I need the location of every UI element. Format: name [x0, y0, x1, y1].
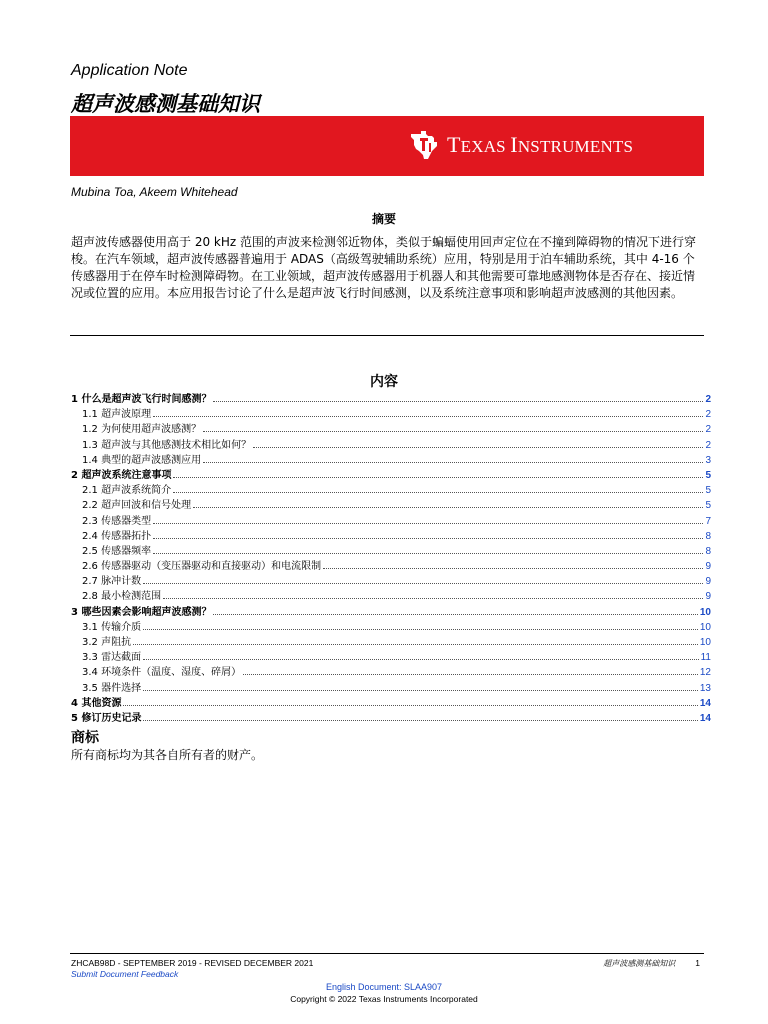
toc-entry-label: 3.5 器件选择 — [82, 682, 142, 694]
toc-entry[interactable] — [71, 481, 711, 496]
footer-right — [603, 958, 700, 969]
toc-entry[interactable] — [71, 557, 711, 572]
toc-leader-dots — [153, 523, 703, 524]
toc-page-link[interactable]: 2 — [705, 394, 711, 405]
toc-entry-label: 2.2 超声回波和信号处理 — [82, 500, 192, 512]
toc-leader-dots — [143, 629, 698, 630]
wordmark-part: NSTRUMENTS — [517, 137, 634, 156]
toc-leader-dots — [253, 447, 703, 448]
toc-entry-label: 1.1 超声波原理 — [82, 409, 152, 421]
abstract-heading: 摘要 — [371, 212, 396, 226]
toc-page-link[interactable]: 9 — [705, 591, 711, 603]
toc-page-link[interactable]: 10 — [699, 621, 711, 633]
toc-leader-dots — [203, 462, 703, 463]
wordmark-part: EXAS — [460, 137, 511, 156]
toc-page-link[interactable]: 9 — [705, 561, 711, 573]
toc-page-link[interactable]: 10 — [699, 637, 711, 648]
toc-entry-label: 3.1 传输介质 — [82, 621, 142, 633]
toc-page-link[interactable]: 10 — [699, 606, 711, 618]
toc-entry-label: 2.6 传感器驱动（变压器驱动和直接驱动）和电流限制 — [82, 561, 322, 573]
toc-entry[interactable] — [71, 603, 711, 618]
toc-leader-dots — [123, 705, 697, 706]
toc-entry-label: 2.3 传感器类型 — [82, 515, 152, 527]
english-document-link[interactable]: English Document: SLAA907 — [325, 982, 443, 992]
document-title: 超声波感测基础知识 — [71, 93, 260, 116]
trademarks-heading: 商标 — [71, 729, 99, 745]
toc-heading: 内容 — [370, 373, 398, 389]
toc-entry[interactable] — [71, 390, 711, 405]
toc-entry[interactable] — [71, 405, 711, 420]
toc-entry[interactable] — [71, 648, 711, 663]
toc-leader-dots — [143, 720, 697, 721]
toc-page-link[interactable]: 14 — [699, 697, 711, 709]
toc-entry-label: 1 什么是超声波飞行时间感测？ — [71, 394, 212, 405]
toc-entry-label: 3.3 雷达截面 — [82, 652, 142, 664]
toc-page-link[interactable]: 2 — [705, 424, 711, 436]
toc-entry[interactable] — [71, 709, 711, 724]
toc-entry[interactable] — [71, 694, 711, 709]
toc-entry-label: 2.4 传感器拓扑 — [82, 530, 152, 542]
toc-entry[interactable] — [71, 618, 711, 633]
page-number: 1 — [695, 958, 700, 968]
toc-leader-dots — [133, 644, 698, 645]
toc-entry[interactable] — [71, 587, 711, 602]
toc-leader-dots — [323, 568, 703, 569]
toc-entry-label: 1.2 为何使用超声波感测？ — [82, 424, 202, 436]
toc-leader-dots — [153, 538, 703, 539]
toc-leader-dots — [173, 492, 703, 493]
toc-entry-label: 3.4 环境条件（温度、湿度、碎屑） — [82, 667, 242, 679]
toc-entry[interactable] — [71, 542, 711, 557]
toc-leader-dots — [163, 598, 703, 599]
footer-doc-id: ZHCAB98D - SEPTEMBER 2019 - REVISED DECEMBER 2021 — [71, 958, 314, 968]
toc-entry-label: 2.7 脉冲计数 — [82, 576, 142, 588]
footer-running-title: 超声波感测基础知识 — [603, 959, 676, 968]
toc-entry-label: 2.5 传感器频率 — [82, 545, 152, 557]
toc-entry[interactable] — [71, 436, 711, 451]
authors: Mubina Toa, Akeem Whitehead — [71, 185, 238, 199]
toc-entry[interactable] — [71, 572, 711, 587]
toc-entry-label: 4 其他资源 — [71, 697, 122, 709]
ti-wordmark — [447, 132, 633, 158]
footer-divider — [70, 953, 704, 954]
toc-page-link[interactable]: 11 — [700, 652, 711, 664]
toc-entry[interactable] — [71, 466, 711, 481]
toc-entry[interactable] — [71, 633, 711, 648]
wordmark-part: T — [447, 132, 461, 157]
toc-entry-label: 1.3 超声波与其他感测技术相比如何？ — [82, 439, 252, 451]
toc-page-link[interactable]: 5 — [705, 469, 711, 481]
toc-page-link[interactable]: 13 — [699, 682, 711, 694]
toc-entry[interactable] — [71, 527, 711, 542]
toc-page-link[interactable]: 8 — [705, 545, 711, 557]
submit-feedback-link[interactable]: Submit Document Feedback — [71, 969, 179, 979]
section-divider — [70, 335, 704, 336]
toc-leader-dots — [153, 416, 703, 417]
wordmark-part: I — [510, 132, 518, 157]
toc-entry[interactable] — [71, 420, 711, 435]
toc-page-link[interactable]: 5 — [705, 500, 711, 512]
toc-leader-dots — [213, 401, 703, 402]
toc-leader-dots — [243, 674, 698, 675]
toc-leader-dots — [173, 477, 703, 478]
toc-entry[interactable] — [71, 663, 711, 678]
toc-entry-label: 5 修订历史记录 — [71, 712, 142, 724]
toc-leader-dots — [213, 614, 697, 615]
toc-leader-dots — [143, 659, 699, 660]
app-note-label: Application Note — [71, 62, 188, 79]
trademarks-text: 所有商标均为其各自所有者的财产。 — [71, 748, 264, 762]
toc-entry-label: 1.4 典型的超声波感测应用 — [82, 454, 202, 466]
toc-entry-label: 3 哪些因素会影响超声波感测？ — [71, 606, 212, 618]
toc-leader-dots — [143, 583, 703, 584]
toc-leader-dots — [153, 553, 703, 554]
toc-page-link[interactable]: 2 — [705, 439, 711, 451]
toc-page-link[interactable]: 7 — [705, 515, 711, 527]
ti-logo-icon — [408, 129, 440, 161]
toc-page-link[interactable]: 9 — [705, 576, 711, 588]
toc-page-link[interactable]: 8 — [705, 530, 711, 542]
toc-page-link[interactable]: 5 — [705, 485, 711, 497]
toc-entry-label: 2 超声波系统注意事项 — [71, 469, 172, 481]
toc-entry[interactable] — [71, 496, 711, 511]
table-of-contents — [71, 390, 711, 724]
toc-page-link[interactable]: 14 — [699, 712, 711, 724]
copyright: Copyright © 2022 Texas Instruments Incorporated — [290, 994, 478, 1004]
toc-leader-dots — [203, 431, 703, 432]
toc-leader-dots — [143, 690, 698, 691]
abstract-text: 超声波传感器使用高于 20 kHz 范围的声波来检测邻近物体，类似于蝙蝠使用回声定位在不撞到障碍物的情况下进行穿梭。在汽车领域，超声波传感器普遍用于 ADAS（高级驾驶辅助系统）应用，特别是用于泊车辅助系统，其中 4-16 个传感器用于在停车时检测障碍物。在工业领域，超声波传感器用于机器人和其他需要可靠地感测物体是否存在、接近情况或位置的应用。本应用报告讨论了什么是超声波飞行时间感测，以及系统注意事项和影响超声波感测的其他因素。 — [71, 235, 696, 300]
toc-leader-dots — [193, 507, 703, 508]
toc-page-link[interactable]: 12 — [699, 667, 711, 679]
toc-page-link[interactable]: 2 — [705, 409, 711, 421]
toc-entry-label: 2.8 最小检测范围 — [82, 591, 162, 603]
toc-entry[interactable] — [71, 451, 711, 466]
toc-entry-label: 2.1 超声波系统简介 — [82, 485, 172, 497]
toc-entry-label: 3.2 声阻抗 — [82, 637, 132, 648]
toc-entry[interactable] — [71, 679, 711, 694]
toc-page-link[interactable]: 3 — [705, 454, 711, 466]
toc-entry[interactable] — [71, 512, 711, 527]
